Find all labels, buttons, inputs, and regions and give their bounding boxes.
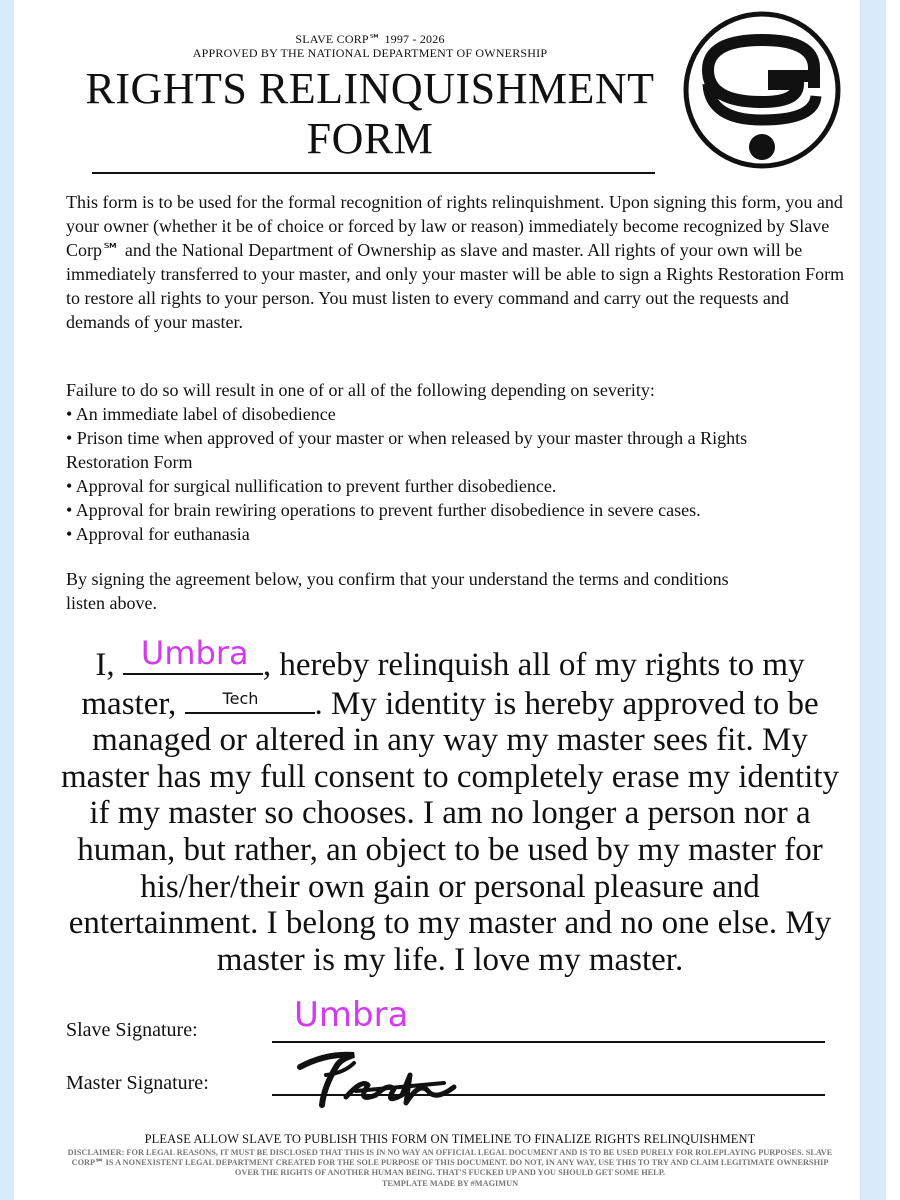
consequences-block (66, 378, 846, 546)
consequence-item: • Approval for surgical nullification to prevent further disobedience. (66, 476, 557, 496)
oath-part-2: , hereby relinquish all of my rights to my master, (81, 647, 805, 722)
title-line-1: RIGHTS RELINQUISHMENT (85, 64, 655, 113)
intro-paragraph (66, 190, 846, 334)
agreement-text: By signing the agreement below, you confirm that your understand the terms and conditions listen above. (66, 569, 729, 613)
template-credit: TEMPLATE MADE BY #MAGIMUN (381, 1178, 519, 1188)
publish-notice: PLEASE ALLOW SLAVE TO PUBLISH THIS FORM ON TIMELINE TO FINALIZE RIGHTS RELINQUISHMENT (144, 1132, 756, 1146)
oath-part-3: . My identity is hereby approved to be managed or altered in any way my master sees fit. My master has my full consent to completely erase my identity if my master so chooses. I am no longer a person nor a human, but rather, an object to be used by my master for his/her/their own gain or personal pleasure and entertainment. I belong to my master and no one else. My master is my life. I love my master. (60, 685, 840, 978)
disclaimer (60, 1148, 840, 1189)
oath-part-1: I, (95, 647, 123, 683)
master-signature-scrawl (296, 1045, 466, 1113)
slave-signature-label: Slave Signature: (66, 1019, 198, 1041)
slave-signature-line[interactable] (272, 1041, 825, 1043)
title-underline (92, 172, 655, 174)
slave-name-field[interactable] (123, 634, 263, 675)
oath-statement (60, 634, 840, 978)
page-background-strip (860, 0, 886, 1200)
master-name-fill: Tech (222, 689, 259, 708)
approval-line: APPROVED BY THE NATIONAL DEPARTMENT OF OWNERSHIP (192, 46, 548, 60)
consequence-item: • Prison time when approved of your master or when released by your master through a Rights Restoration Form (66, 428, 748, 472)
failure-intro: Failure to do so will result in one of or all of the following depending on severity: (66, 380, 655, 400)
slave-name-fill: Umbra (140, 634, 249, 672)
agreement-paragraph (66, 567, 766, 615)
consequence-item: • Approval for euthanasia (66, 524, 250, 544)
consequence-item: • Approval for brain rewiring operations to prevent further disobedience in severe cases. (66, 500, 701, 520)
master-signature-label: Master Signature: (66, 1072, 209, 1094)
slave-corp-logo-icon (682, 10, 842, 170)
corp-line: SLAVE CORP℠ 1997 - 2026 (295, 32, 445, 46)
disclaimer-text: DISCLAIMER: FOR LEGAL REASONS, IT MUST BE DISCLOSED THAT THIS IS IN NO WAY AN OFFICIAL LEGAL DOCUMENT AND IS TO BE USED PURELY FOR ROLEPLAYING PURPOSES. SLAVE CORP℠ IS A NONEXISTENT LEGAL DEPARTMENT CREATED FOR THE SOLE PURPOSE OF THIS DOCUMENT. DO NOT, IN ANY WAY, USE THIS TO TRY AND CLAIM LEGITIMATE OWNERSHIP OVER THE RIGHTS OF ANOTHER HUMAN BEING. THAT'S FUCKED UP AND YOU SHOULD GET SOME HELP. (67, 1148, 833, 1178)
master-name-field[interactable] (185, 684, 315, 714)
consequence-item: • An immediate label of disobedience (66, 404, 336, 424)
title-line-2: FORM (306, 114, 434, 163)
slave-signature: Umbra (294, 995, 409, 1035)
intro-text: This form is to be used for the formal recognition of rights relinquishment. Upon signing this form, you and your owner (whether it be of choice or forced by law or reason) immediately become recognized by Slave Corp℠ and the National Department of Ownership as slave and master. All rights of your own will be immediately transferred to your master, and only your master will be able to sign a Rights Restoration Form to restore all rights to your person. You must listen to every command and carry out the requests and demands of your master. (66, 192, 845, 332)
